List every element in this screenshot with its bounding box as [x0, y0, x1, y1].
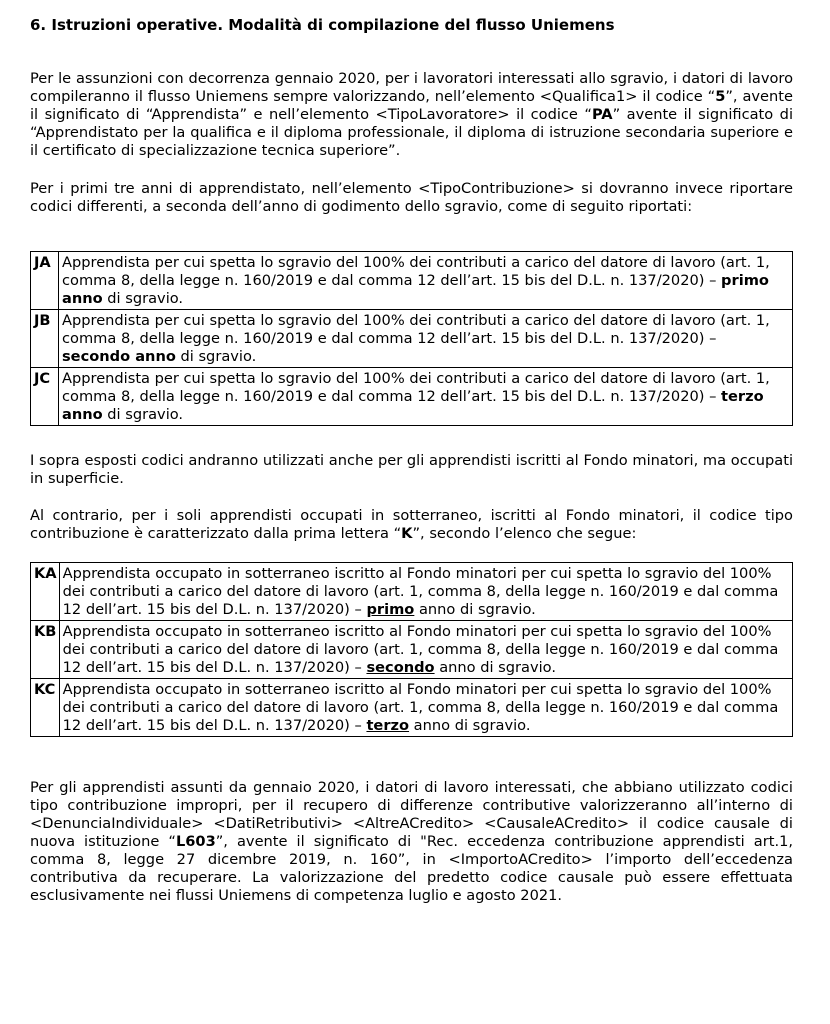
description-tail: anno di sgravio. — [434, 659, 556, 676]
year-label: secondo anno — [62, 348, 176, 365]
description-tail: anno di sgravio. — [414, 601, 536, 618]
table-row — [31, 368, 793, 426]
paragraph-text: ”, secondo l’elenco che segue: — [412, 525, 637, 542]
description-cell — [59, 679, 792, 737]
paragraph-text: Al contrario, per i soli apprendisti occupati in sotterraneo, iscritti al Fondo minatori, il codice tipo contribuzione è caratterizzato dalla prima lettera “ — [30, 507, 793, 542]
year-label: secondo — [366, 659, 435, 676]
code-cell: KB — [31, 621, 60, 679]
code-cell: JB — [31, 310, 59, 368]
description-text: Apprendista per cui spetta lo sgravio del 100% dei contributi a carico del datore di lavoro (art. 1, comma 8, della legge n. 160/2019 e dal comma 12 dell’art. 15 bis del D.L. n. 137/2020) – — [62, 312, 770, 347]
table-row — [31, 621, 793, 679]
code-cell: KC — [31, 679, 60, 737]
description-cell — [59, 621, 792, 679]
description-text: Apprendista per cui spetta lo sgravio del 100% dei contributi a carico del datore di lavoro (art. 1, comma 8, della legge n. 160/2019 e dal comma 12 dell’art. 15 bis del D.L. n. 137/2020) – — [62, 370, 770, 405]
description-text: Apprendista occupato in sotterraneo iscritto al Fondo minatori per cui spetta lo sgravio del 100% dei contributi a carico del datore di lavoro (art. 1, comma 8, della legge n. 160/2019 e dal comma 12 dell’art. 15 bis del D.L. n. 137/2020) – — [62, 681, 779, 734]
code-qualifica: 5 — [715, 88, 726, 105]
code-causale: L603 — [175, 833, 216, 850]
description-text: Apprendista occupato in sotterraneo iscritto al Fondo minatori per cui spetta lo sgravio del 100% dei contributi a carico del datore di lavoro (art. 1, comma 8, della legge n. 160/2019 e dal comma 12 dell’art. 15 bis del D.L. n. 137/2020) – — [62, 623, 779, 676]
code-cell: JA — [31, 252, 59, 310]
table-row — [31, 563, 793, 621]
description-cell — [59, 563, 792, 621]
year-label: primo — [366, 601, 415, 618]
description-tail: di sgravio. — [175, 348, 257, 365]
description-text: Apprendista per cui spetta lo sgravio del 100% dei contributi a carico del datore di lavoro (art. 1, comma 8, della legge n. 160/2019 e dal comma 12 dell’art. 15 bis del D.L. n. 137/2020) – — [62, 254, 770, 289]
paragraph-text: Per gli apprendisti assunti da gennaio 2020, i datori di lavoro interessati, che abbiano utilizzato codici tipo contribuzione impropri, per il recupero di differenze contributive valorizzeranno all’interno di <DenunciaIndividuale> <DatiRetributivi> <AltreACredito> <CausaleACredito> il codice causale di nuova istituzione “ — [30, 779, 793, 850]
description-text: Apprendista occupato in sotterraneo iscritto al Fondo minatori per cui spetta lo sgravio del 100% dei contributi a carico del datore di lavoro (art. 1, comma 8, della legge n. 160/2019 e dal comma 12 dell’art. 15 bis del D.L. n. 137/2020) – — [62, 565, 779, 618]
paragraph-text: Per le assunzioni con decorrenza gennaio 2020, per i lavoratori interessati allo sgravio, i datori di lavoro compileranno il flusso Uniemens sempre valorizzando, nell’elemento <Qualifica1> il codice “ — [30, 70, 793, 105]
table-row — [31, 252, 793, 310]
codes-table-j — [30, 251, 793, 426]
description-tail: anno di sgravio. — [409, 717, 531, 734]
paragraph-text: ”, avente il significato di "Rec. eccedenza contribuzione apprendisti art.1, comma 8, legge 27 dicembre 2019, n. 160”, in <ImportoACredito> l’importo dell’eccedenza contributiva da recuperare. La valorizzazione del predetto codice causale può essere effettuata esclusivamente nei flussi Uniemens di competenza luglio e agosto 2021. — [30, 833, 794, 904]
description-tail: di sgravio. — [102, 406, 184, 423]
paragraph-qualifica — [30, 70, 793, 160]
table-row — [31, 310, 793, 368]
description-cell — [59, 368, 793, 426]
code-tipolavoratore: PA — [591, 106, 613, 123]
description-cell — [59, 252, 793, 310]
paragraph-text: ” avente il significato di “Apprendistato per la qualifica e il diploma professionale, il diploma di istruzione secondaria superiore e il certificato di specializzazione tecnica superiore”. — [30, 106, 793, 159]
year-label: primo anno — [62, 272, 769, 307]
paragraph-text: ”, avente il significato di “Apprendista” e nell’elemento <TipoLavoratore> il codice “ — [30, 88, 793, 123]
code-cell: JC — [31, 368, 59, 426]
code-letter-k: K — [401, 525, 413, 542]
section-heading: 6. Istruzioni operative. Modalità di compilazione del flusso Uniemens — [30, 16, 615, 34]
description-tail: di sgravio. — [102, 290, 184, 307]
year-label: terzo anno — [62, 388, 764, 423]
paragraph-recupero — [30, 779, 793, 905]
year-label: terzo — [366, 717, 410, 734]
paragraph-superficie: I sopra esposti codici andranno utilizzati anche per gli apprendisti iscritti al Fondo minatori, ma occupati in superficie. — [30, 452, 793, 487]
paragraph-tipocontribuzione: Per i primi tre anni di apprendistato, nell’elemento <TipoContribuzione> si dovranno invece riportare codici differenti, a seconda dell’anno di godimento dello sgravio, come di seguito riportati: — [30, 180, 793, 215]
description-cell — [59, 310, 793, 368]
paragraph-sotterraneo — [30, 507, 793, 543]
codes-table-k — [30, 562, 793, 737]
table-row — [31, 679, 793, 737]
code-cell: KA — [31, 563, 60, 621]
